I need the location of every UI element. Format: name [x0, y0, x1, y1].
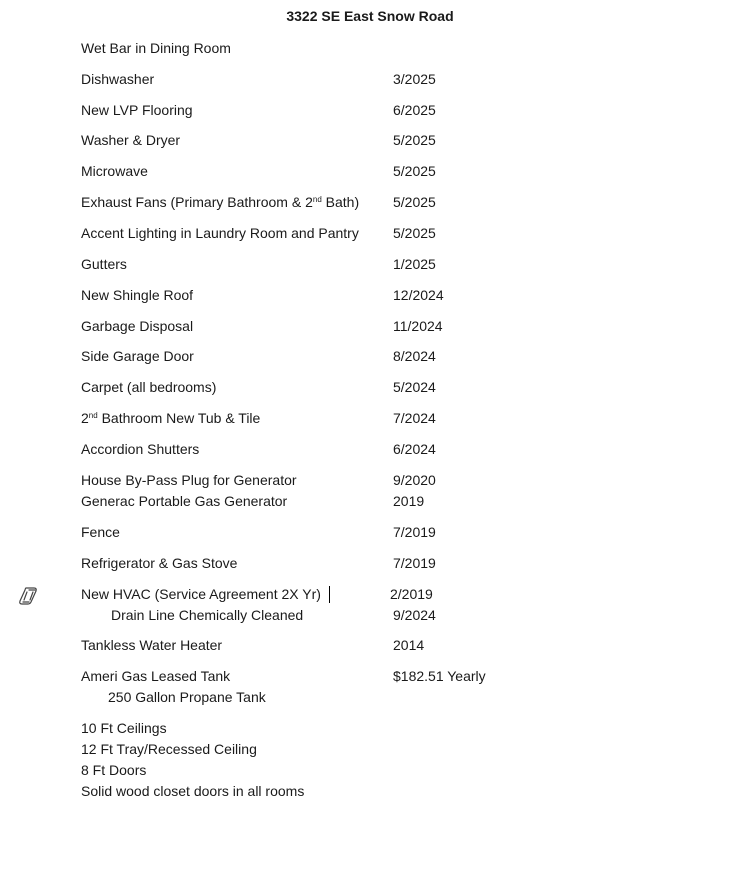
- item-date: 7/2024: [393, 410, 436, 426]
- item-date: 5/2025: [393, 225, 436, 241]
- item-date: 5/2025: [393, 163, 436, 179]
- item-label: New Shingle Roof: [81, 287, 194, 303]
- copilot-icon[interactable]: [18, 586, 40, 606]
- item-label: Drain Line Chemically Cleaned: [111, 607, 304, 623]
- item-date: 7/2019: [393, 524, 436, 540]
- item-label: Fence: [81, 524, 120, 540]
- item-date: 2014: [393, 637, 425, 653]
- feature-item: 8 Ft Doors: [81, 762, 147, 778]
- document-title: 3322 SE East Snow Road: [286, 8, 454, 24]
- item-label: Dishwasher: [81, 71, 155, 87]
- item-date: 5/2024: [393, 379, 436, 395]
- item-label: New LVP Flooring: [81, 102, 193, 118]
- item-date: 9/2020: [393, 472, 436, 488]
- item-label: Wet Bar in Dining Room: [81, 40, 231, 56]
- ordinal-suffix: nd: [88, 411, 98, 420]
- item-label: Accent Lighting in Laundry Room and Pantry: [81, 225, 359, 241]
- item-label: Ameri Gas Leased Tank: [81, 668, 231, 684]
- ordinal-suffix: nd: [312, 195, 322, 204]
- item-label-part: Bathroom New Tub & Tile: [97, 410, 261, 426]
- item-label: Generac Portable Gas Generator: [81, 493, 288, 509]
- item-label: Gutters: [81, 256, 127, 272]
- item-label: Side Garage Door: [81, 348, 194, 364]
- item-date: 8/2024: [393, 348, 436, 364]
- item-label: New HVAC (Service Agreement 2X Yr): [81, 586, 321, 602]
- item-date: 9/2024: [393, 607, 436, 623]
- item-date: $182.51 Yearly: [393, 668, 486, 684]
- item-label: [81, 410, 260, 426]
- item-label: Washer & Dryer: [81, 132, 181, 148]
- item-label: 250 Gallon Propane Tank: [108, 689, 266, 705]
- item-date: 6/2025: [393, 102, 436, 118]
- item-label-part: Exhaust Fans (Primary Bathroom & 2: [81, 194, 313, 210]
- item-date: 1/2025: [393, 256, 436, 272]
- item-date: 2019: [393, 493, 425, 509]
- item-date: 5/2025: [393, 194, 436, 210]
- item-label: Refrigerator & Gas Stove: [81, 555, 238, 571]
- feature-item: Solid wood closet doors in all rooms: [81, 783, 305, 799]
- feature-item: 10 Ft Ceilings: [81, 720, 167, 736]
- text-cursor: [329, 586, 330, 603]
- item-date: 2/2019: [390, 586, 433, 602]
- item-date: 3/2025: [393, 71, 436, 87]
- item-date: 12/2024: [393, 287, 444, 303]
- item-date: 5/2025: [393, 132, 436, 148]
- item-date: 7/2019: [393, 555, 436, 571]
- item-label-part: 2: [81, 410, 89, 426]
- item-label-part: Bath): [321, 194, 360, 210]
- item-label: Accordion Shutters: [81, 441, 200, 457]
- item-label: House By-Pass Plug for Generator: [81, 472, 297, 488]
- item-label: Carpet (all bedrooms): [81, 379, 217, 395]
- item-label: Tankless Water Heater: [81, 637, 223, 653]
- item-date: 11/2024: [393, 318, 443, 334]
- feature-item: 12 Ft Tray/Recessed Ceiling: [81, 741, 257, 757]
- item-label: Garbage Disposal: [81, 318, 194, 334]
- item-label: [81, 194, 359, 210]
- copilot-icon-glyph: [18, 586, 40, 606]
- item-date: 6/2024: [393, 441, 436, 457]
- item-label: Microwave: [81, 163, 148, 179]
